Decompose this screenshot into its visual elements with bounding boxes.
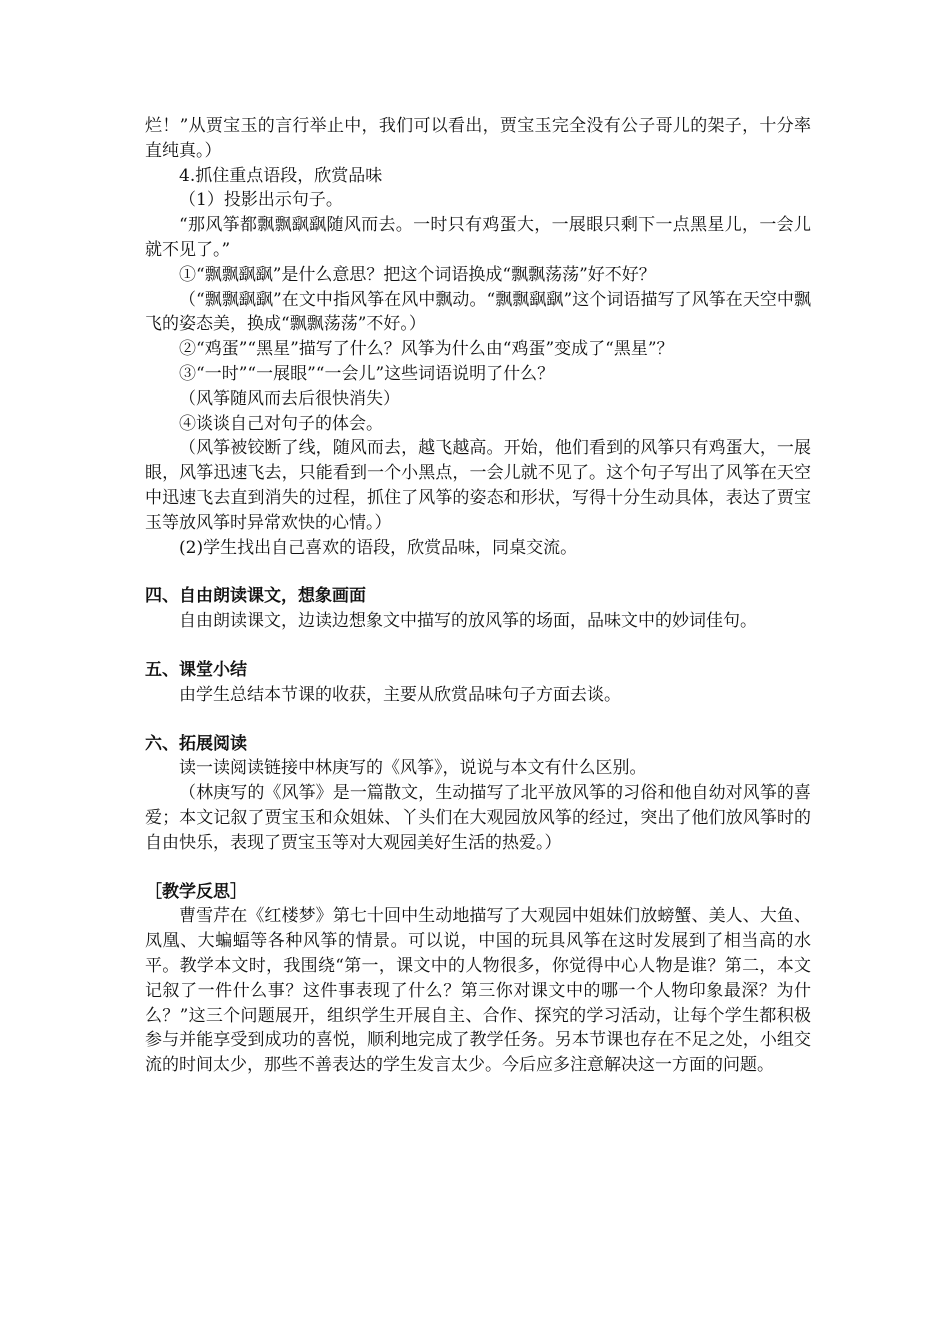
question-4: ④谈谈自己对句子的体会。 xyxy=(179,413,383,434)
subheading-key-passage: 4.抓住重点语段，欣赏品味 xyxy=(179,165,383,186)
answer-3: （风筝随风而去后很快消失） xyxy=(179,388,400,409)
section-body-6b: （林庚写的《风筝》是一篇散文，生动描写了北平放风筝的习俗和他自幼对风筝的喜爱；本文记叙了贾宝玉和众姐妹、丫头们在大观园放风筝的经过，突出了他们放风筝时的自由快乐，表现了贾宝玉等对大观园美好生活的热爱。） xyxy=(145,783,811,853)
document-page xyxy=(145,114,811,1078)
paragraph-step-1: （1）投影出示句子。 xyxy=(179,190,343,211)
section-heading-6: 六、拓展阅读 xyxy=(145,733,247,754)
section-heading-4: 四、自由朗读课文，想象画面 xyxy=(145,586,366,607)
section-body-4: 自由朗读课文，边读边想象文中描写的放风筝的场面，品味文中的妙词佳句。 xyxy=(179,611,757,632)
question-2: ②“鸡蛋”“黑星”描写了什么？风筝为什么由“鸡蛋”变成了“黑星”？ xyxy=(179,339,674,360)
reflection-body: 曹雪芹在《红楼梦》第七十回中生动地描写了大观园中姐妹们放螃蟹、美人、大鱼、凤凰、大蝙蝠等各种风筝的情景。可以说，中国的玩具风筝在这时发展到了相当高的水平。教学本文时，我围绕“第一，课文中的人物很多，你觉得中心人物是谁？第二，本文记叙了一件什么事？这件事表现了什么？第三你对课文中的哪一个人物印象最深？为什么？”这三个问题展开，组织学生开展自主、合作、探究的学习活动，让每个学生都积极参与并能享受到成功的喜悦，顺利地完成了教学任务。另本节课也存在不足之处，小组交流的时间太少，那些不善表达的学生发言太少。今后应多注意解决这一方面的问题。 xyxy=(145,906,811,1076)
question-3: ③“一时”“一展眼”“一会儿”这些词语说明了什么？ xyxy=(179,363,555,384)
answer-1: （“飘飘飖飖”在文中指风筝在风中飘动。“飘飘飖飖”这个词语描写了风筝在天空中飘飞的姿态美，换成“飘飘荡荡”不好。） xyxy=(145,289,811,335)
reflection-heading: ［教学反思］ xyxy=(145,881,247,902)
question-1: ①“飘飘飖飖”是什么意思？把这个词语换成“飘飘荡荡”好不好？ xyxy=(179,264,656,285)
paragraph-step-2: (2)学生找出自己喜欢的语段，欣赏品味，同桌交流。 xyxy=(179,537,578,558)
paragraph-continuation: 烂！”从贾宝玉的言行举止中，我们可以看出，贾宝玉完全没有公子哥儿的架子，十分率直纯真。） xyxy=(145,116,811,161)
section-heading-5: 五、课堂小结 xyxy=(145,659,247,680)
answer-4: （风筝被铰断了线，随风而去，越飞越高。开始，他们看到的风筝只有鸡蛋大，一展眼，风筝迅速飞去，只能看到一个小黑点，一会儿就不见了。这个句子写出了风筝在天空中迅速飞去直到消失的过程，抓住了风筝的姿态和形状，写得十分生动具体，表达了贾宝玉等放风筝时异常欢快的心情。） xyxy=(145,438,811,533)
section-body-5: 由学生总结本节课的收获，主要从欣赏品味句子方面去谈。 xyxy=(179,684,621,705)
section-body-6a: 读一读阅读链接中林庚写的《风筝》，说说与本文有什么区别。 xyxy=(179,758,647,779)
paragraph-quote: “那风筝都飘飘飖飖随风而去。一时只有鸡蛋大，一展眼只剩下一点黑星儿，一会儿就不见了。” xyxy=(145,215,811,260)
